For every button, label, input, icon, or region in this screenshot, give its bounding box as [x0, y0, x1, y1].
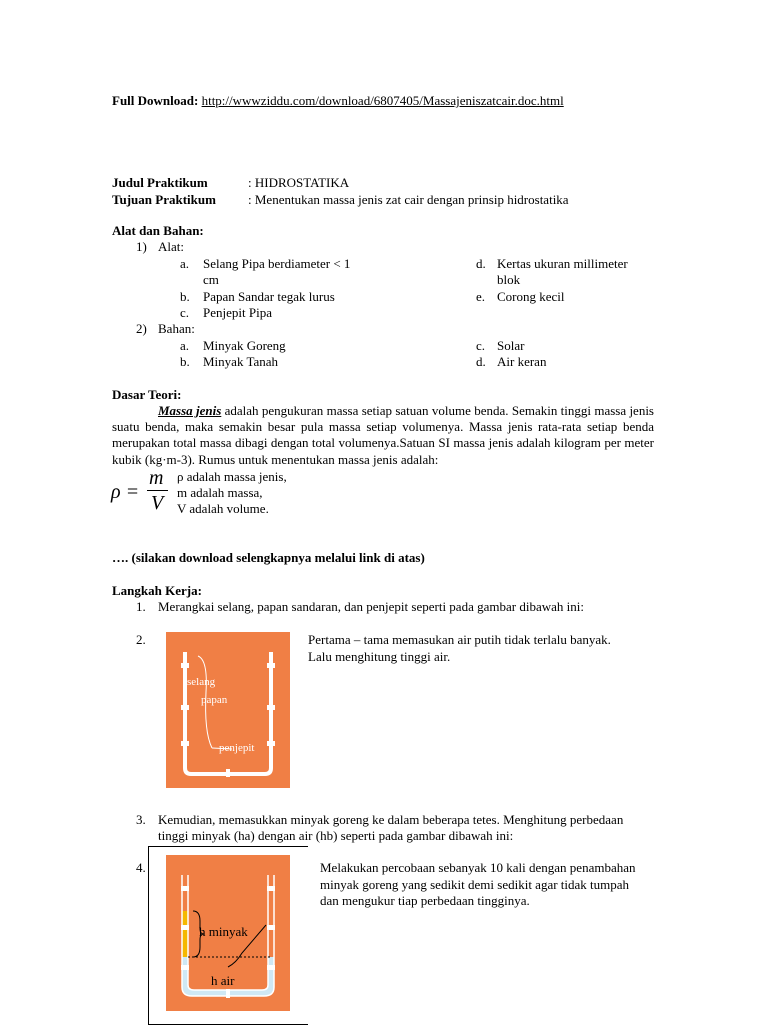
label-h-minyak: h minyak	[199, 924, 248, 939]
tujuan-label: Tujuan Praktikum	[112, 192, 216, 207]
alat-item-text: Penjepit Pipa	[203, 305, 272, 320]
formula-lhs: ρ =	[111, 481, 140, 503]
alat-item-letter: e.	[476, 289, 486, 304]
bahan-item-text: Air keran	[497, 354, 547, 369]
dasar-teori-paragraph	[112, 403, 654, 468]
alat-item-letter: a.	[180, 256, 190, 271]
formula-legend-line: m adalah massa,	[177, 485, 263, 500]
massa-jenis-term: Massa jenis	[158, 403, 222, 418]
bahan-item-letter: a.	[180, 338, 190, 353]
bahan-item-letter: b.	[180, 354, 190, 369]
figure-setup-drawing	[166, 632, 290, 788]
langkah-heading: Langkah Kerja:	[112, 583, 202, 598]
alat-item-text: Corong kecil	[497, 289, 565, 304]
label-penjepit: penjepit	[219, 742, 255, 754]
alat-bahan-heading: Alat dan Bahan:	[112, 223, 204, 238]
dasar-teori-body: adalah pengukuran massa setiap satuan volume benda. Semakin tinggi massa jenis suatu benda, maka semakin besar pula massa setiap volumenya. Massa jenis rata-rata setiap benda merupakan total massa dibagi dengan total volumenya.Satuan SI massa jenis adalah kilogram per meter kubik (kg·m-3). Rumus untuk menentukan massa jenis adalah:	[112, 403, 654, 467]
alat-item-text: Selang Pipa berdiameter < 1	[203, 256, 351, 271]
alat-item-letter: c.	[180, 305, 190, 320]
bahan-item-text: Minyak Tanah	[203, 354, 279, 369]
download-link[interactable]: http://wwwziddu.com/download/6807405/Massajeniszatcair.doc.html	[201, 93, 564, 108]
figure-setup	[166, 632, 290, 788]
step-text: minyak goreng yang sedikit demi sedikit agar tidak tumpah	[320, 877, 630, 892]
alat-label: Alat:	[158, 239, 184, 254]
figure-measure	[166, 855, 290, 1011]
alat-item-text: Kertas ukuran millimeter	[497, 256, 628, 271]
bahan-num: 2)	[136, 321, 147, 336]
judul-label: Judul Praktikum	[112, 175, 208, 190]
step-text: dan mengukur tiap perbedaan tingginya.	[320, 893, 530, 908]
bahan-item-letter: d.	[476, 354, 486, 369]
more-text: …. (silakan download selengkapnya melalui link di atas)	[112, 550, 425, 565]
download-label: Full Download:	[112, 93, 199, 108]
formula-legend-line: V adalah volume.	[177, 501, 269, 516]
step-text: Merangkai selang, papan sandaran, dan penjepit seperti pada gambar dibawah ini:	[158, 599, 584, 614]
alat-item-letter: b.	[180, 289, 190, 304]
alat-num: 1)	[136, 239, 147, 254]
alat-item-text: Papan Sandar tegak lurus	[203, 289, 335, 304]
formula-numerator: m	[149, 467, 164, 489]
alat-item-text-cont: blok	[497, 272, 521, 287]
step-text: Kemudian, memasukkan minyak goreng ke dalam beberapa tetes. Menghitung perbedaan	[158, 812, 624, 827]
bahan-item-letter: c.	[476, 338, 486, 353]
tujuan-value: : Menentukan massa jenis zat cair dengan prinsip hidrostatika	[248, 192, 569, 207]
label-h-air: h air	[211, 973, 235, 988]
step-number: 3.	[136, 812, 146, 827]
formula-fraction-bar	[147, 490, 168, 491]
alat-item-letter: d.	[476, 256, 486, 271]
step-number: 4.	[136, 860, 146, 875]
dasar-teori-heading: Dasar Teori:	[112, 387, 182, 402]
step-number: 1.	[136, 599, 146, 614]
step-text: Pertama – tama memasukan air putih tidak terlalu banyak.	[308, 632, 611, 647]
bahan-label: Bahan:	[158, 321, 195, 336]
formula-legend-line: ρ adalah massa jenis,	[177, 469, 287, 484]
step-number: 2.	[136, 632, 146, 647]
judul-value: : HIDROSTATIKA	[248, 175, 350, 190]
bahan-item-text: Solar	[497, 338, 525, 353]
download-line	[112, 93, 564, 109]
label-papan: papan	[201, 694, 228, 706]
formula-denominator: V	[151, 492, 164, 514]
label-selang: selang	[187, 676, 216, 688]
alat-item-text-cont: cm	[203, 272, 219, 287]
step-text: tinggi minyak (ha) dengan air (hb) seperti pada gambar dibawah ini:	[158, 828, 514, 843]
step-text: Lalu menghitung tinggi air.	[308, 649, 451, 664]
bahan-item-text: Minyak Goreng	[203, 338, 286, 353]
step-text: Melakukan percobaan sebanyak 10 kali dengan penambahan	[320, 860, 636, 875]
